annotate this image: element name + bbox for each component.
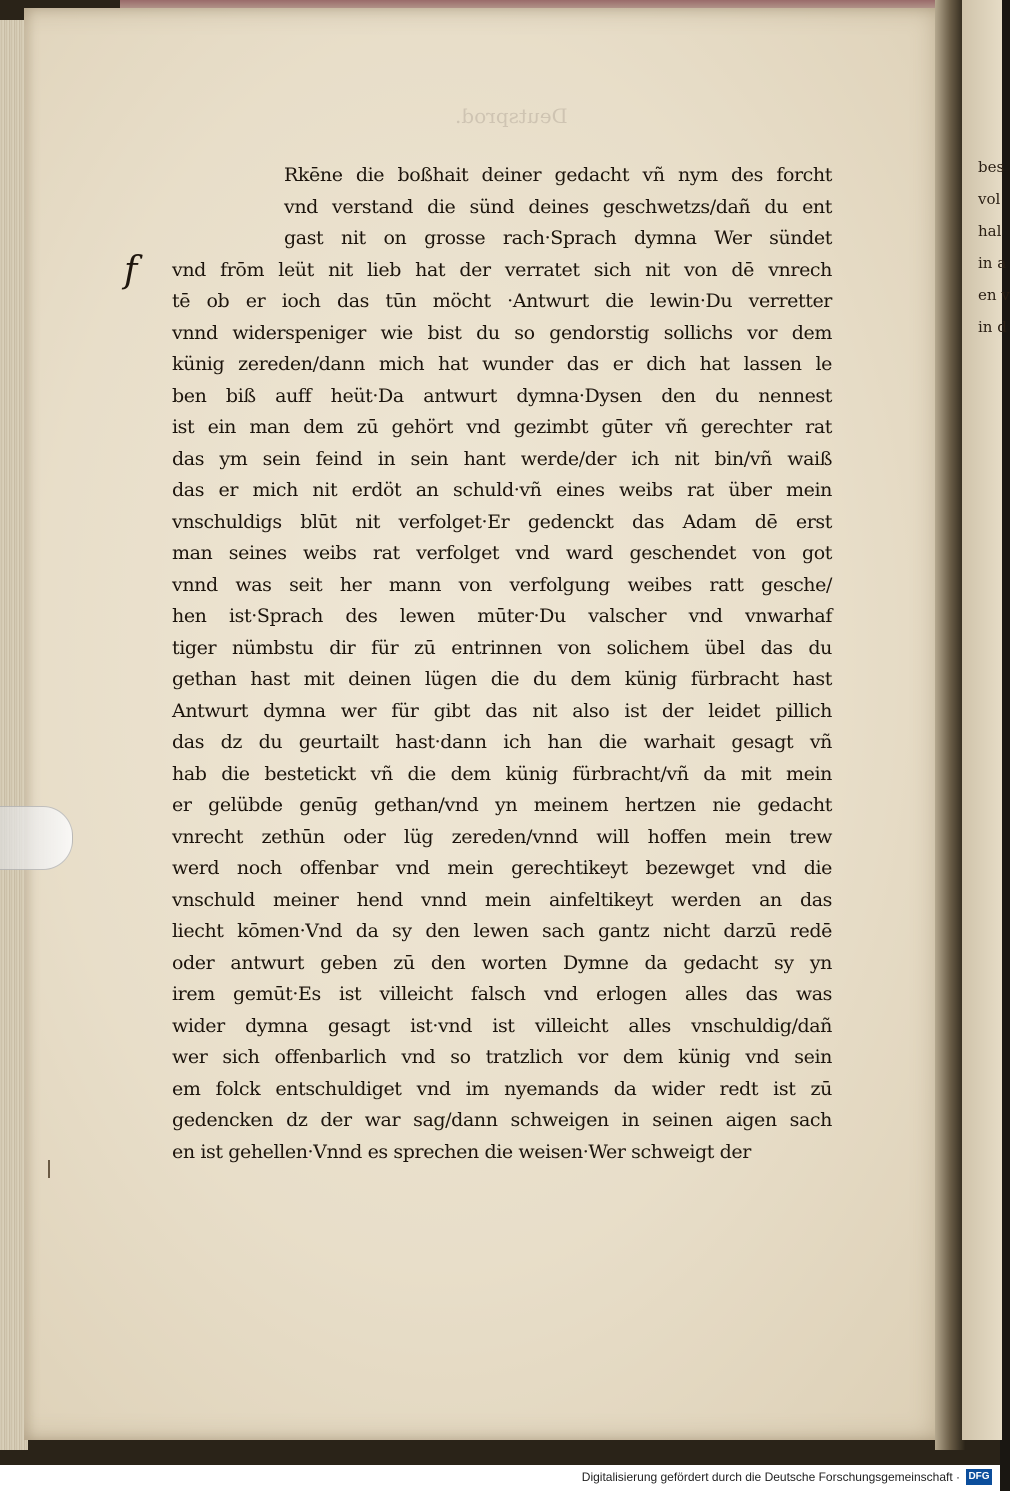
facing-page-fragment: bes — [978, 158, 1005, 176]
facing-page-fragment: vol — [978, 190, 1001, 208]
text-line: vnschuld meiner hend vnnd mein ainfeltikeyt werden an das — [172, 888, 832, 911]
margin-signature: f — [124, 250, 138, 291]
facing-page — [962, 0, 1010, 1440]
text-line: vnschuldigs blūt nit verfolget·Er gedenckt das Adam dē erst — [172, 510, 832, 533]
text-line: das er mich nit erdöt an schuld·vñ eines weibs rat über mein — [172, 479, 832, 501]
book-clip — [0, 806, 73, 870]
text-line: vnd frōm leüt nit lieb hat der verratet sich nit von dē vnrech — [172, 258, 832, 281]
text-line: oder antwurt geben zū den worten Dymne da gedacht sy yn — [172, 951, 832, 974]
text-line: tiger nümbstu dir für zū entrinnen von solichem übel das du — [172, 636, 832, 659]
facing-page-fragment: in a — [978, 254, 1007, 272]
text-line: en ist gehellen·Vnnd es sprechen die weisen·Wer schweigt der — [172, 1140, 751, 1163]
book-gutter — [935, 0, 965, 1450]
edge-mark — [48, 1160, 50, 1178]
facing-page-fragment: hal — [978, 222, 1002, 240]
text-line: man seines weibs rat verfolget vnd ward geschendet von got — [172, 542, 832, 564]
text-line: vnnd was seit her mann von verfolgung weibes ratt gesche/ — [172, 573, 832, 596]
text-line: hen ist·Sprach des lewen mūter·Du valscher vnd vnwarhaf — [172, 605, 832, 627]
text-line: Antwurt dymna wer für gibt das nit also ist der leidet pillich — [172, 699, 832, 722]
text-line: gast nit on grosse rach·Sprach dymna Wer sündet — [284, 227, 832, 249]
footer-credit: Digitalisierung gefördert durch die Deutsche Forschungsgemeinschaft · — [581, 1470, 960, 1484]
page-text — [172, 160, 832, 1168]
text-line: ist ein man dem zū gehört vnd gezimbt gūter vñ gerechter rat — [172, 416, 832, 438]
text-line: wider dymna gesagt ist·vnd ist villeicht alles vnschuldig/dañ — [172, 1014, 832, 1037]
text-line: hab die bestetickt vñ die dem künig fürbracht/vñ da mit mein — [172, 762, 832, 785]
bleed-through-text: Deutsprod. — [455, 104, 568, 128]
text-line: em folck entschuldiget vnd im nyemands da wider redt ist zū — [172, 1077, 832, 1100]
text-line: künig zereden/dann mich hat wunder das er dich hat lassen le — [172, 353, 832, 375]
text-line: das ym sein feind in sein hant werde/der ich nit bin/vñ waiß — [172, 447, 832, 470]
text-line: Rkēne die boßhait deiner gedacht vñ nym des forcht — [284, 164, 832, 186]
text-line: irem gemūt·Es ist villeicht falsch vnd erlogen alles das was — [172, 983, 832, 1005]
text-line: wer sich offenbarlich vnd so tratzlich vor dem künig vnd sein — [172, 1046, 832, 1068]
text-line: gedencken dz der war sag/dann schweigen in seinen aigen sach — [172, 1109, 832, 1131]
facing-page-fragment: en v — [978, 286, 1010, 304]
text-line: tē ob er ioch das tūn möcht ·Antwurt die lewin·Du verretter — [172, 290, 832, 312]
text-line: er gelübde genūg gethan/vnd yn meinem hertzen nie gedacht — [172, 794, 832, 816]
facing-page-fragment: in d — [978, 318, 1007, 336]
text-line: das dz du geurtailt hast·dann ich han die warhait gesagt vñ — [172, 731, 832, 753]
text-line: liecht kōmen·Vnd da sy den lewen sach gantz nicht darzū redē — [172, 920, 832, 942]
text-line: vnd verstand die sünd deines geschwetzs/dañ du ent — [284, 195, 832, 218]
text-line: werd noch offenbar vnd mein gerechtikeyt bezewget vnd die — [172, 857, 832, 879]
text-line: ben biß auff heüt·Da antwurt dymna·Dysen den du nennest — [172, 384, 832, 407]
text-line: vnnd widerspeniger wie bist du so gendorstig sollichs vor dem — [172, 321, 832, 344]
dfg-logo: DFG — [966, 1469, 992, 1485]
text-line: vnrecht zethūn oder lüg zereden/vnnd will hoffen mein trew — [172, 825, 832, 848]
text-line: gethan hast mit deinen lügen die du dem künig fürbracht hast — [172, 668, 832, 690]
